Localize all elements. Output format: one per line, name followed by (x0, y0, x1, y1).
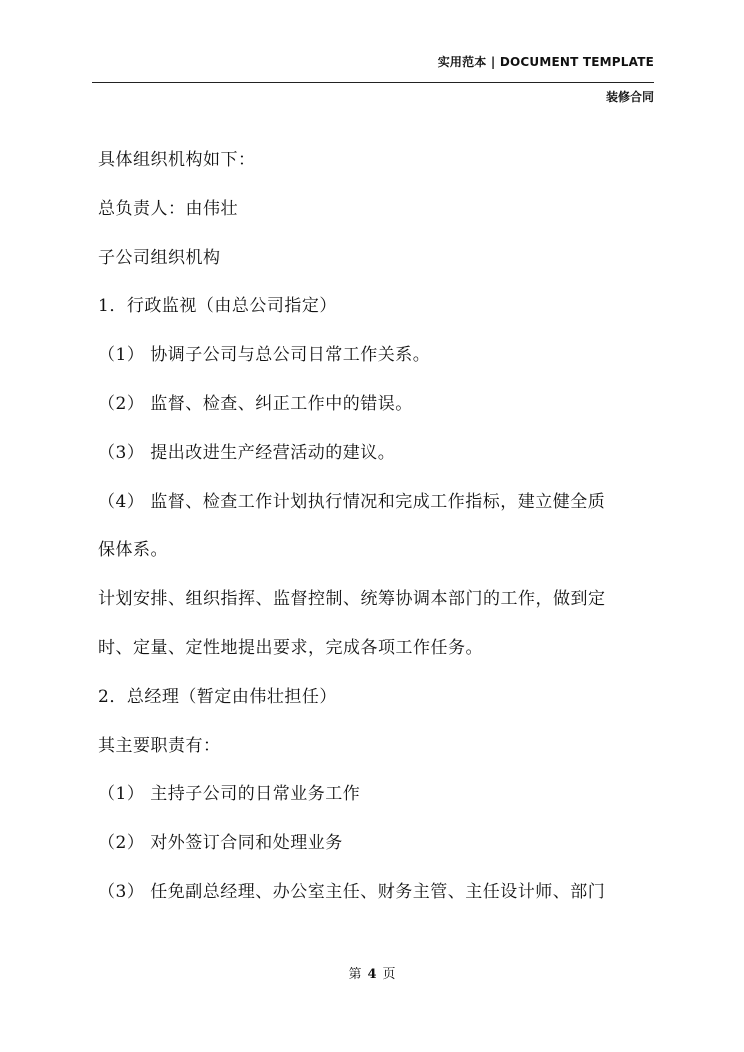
text-line: 具体组织机构如下： (98, 150, 256, 170)
list-item: （2） 对外签订合同和处理业务 (98, 833, 343, 854)
section-heading: 2．总经理（暂定由伟壮担任） (98, 686, 337, 707)
page-footer (0, 963, 744, 982)
header-divider (92, 82, 654, 83)
list-item-continuation: 保体系。 (98, 540, 168, 561)
document-header-subtitle: 装修合同 (605, 90, 654, 104)
page-number: 4 (367, 967, 377, 982)
list-item: （3） 任免副总经理、办公室主任、财务主管、主任设计师、部门 (98, 881, 606, 902)
text-line: 其主要职责有： (98, 735, 221, 756)
list-item: （2） 监督、检查、纠正工作中的错误。 (98, 393, 413, 414)
text-line: 总负责人：由伟壮 (98, 198, 238, 219)
page-prefix: 第 (348, 967, 362, 982)
document-header-title: 实用范本 | DOCUMENT TEMPLATE (437, 55, 654, 69)
list-item: （3） 提出改进生产经营活动的建议。 (98, 442, 396, 463)
list-item: （1） 主持子公司的日常业务工作 (98, 784, 361, 805)
page-suffix: 页 (382, 967, 396, 982)
text-line: 子公司组织机构 (98, 247, 221, 268)
list-item: （1） 协调子公司与总公司日常工作关系。 (98, 345, 431, 366)
section-heading: 1．行政监视（由总公司指定） (98, 296, 337, 317)
list-item: （4） 监督、检查工作计划执行情况和完成工作指标，建立健全质 (98, 491, 606, 512)
text-line: 计划安排、组织指挥、监督控制、统筹协调本部门的工作，做到定 (98, 589, 606, 610)
document-body (98, 136, 658, 917)
text-line: 时、定量、定性地提出要求，完成各项工作任务。 (98, 637, 483, 658)
